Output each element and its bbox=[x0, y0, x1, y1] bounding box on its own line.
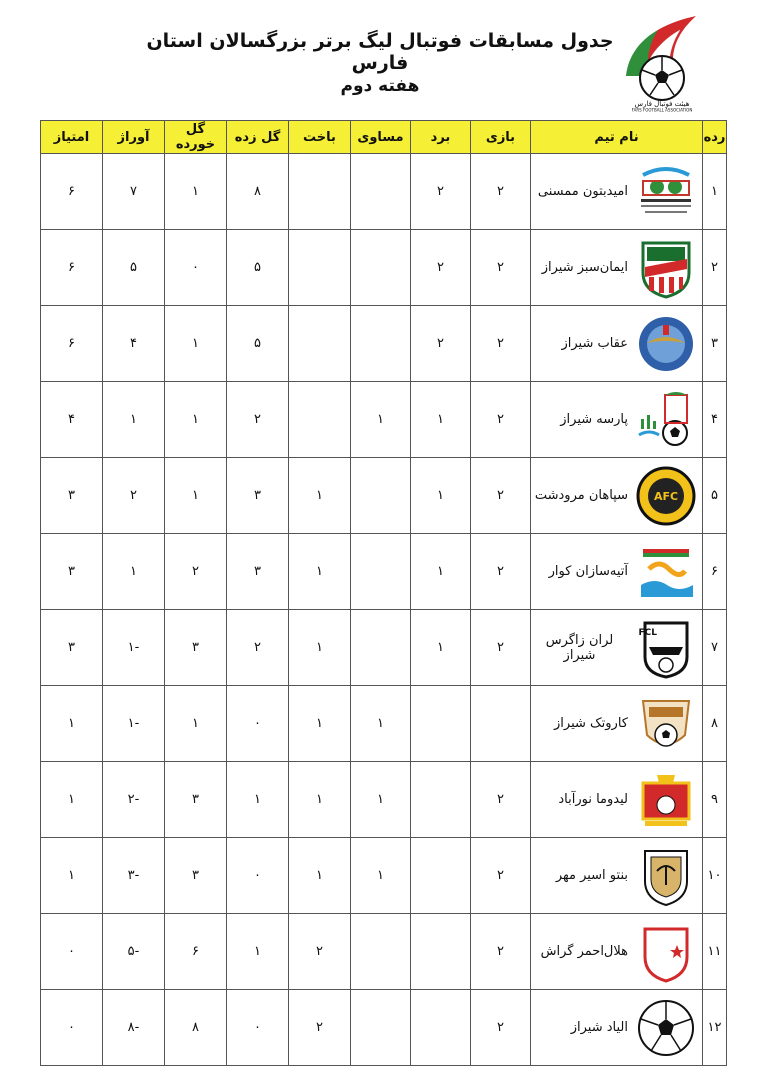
team-cell-content bbox=[531, 844, 702, 908]
goals-against-cell: ۲ bbox=[165, 534, 227, 610]
table-row bbox=[41, 914, 727, 990]
goals-against-cell: ۳ bbox=[165, 762, 227, 838]
rank-cell: ۱۱ bbox=[703, 914, 727, 990]
goal-diff-cell: -۲ bbox=[103, 762, 165, 838]
goal-diff-cell: -۸ bbox=[103, 990, 165, 1066]
team-cell-content bbox=[531, 464, 702, 528]
goals-against-cell: ۸ bbox=[165, 990, 227, 1066]
goals-for-cell: ۳ bbox=[227, 534, 289, 610]
lost-cell bbox=[289, 382, 351, 458]
lost-cell: ۲ bbox=[289, 914, 351, 990]
team-cell bbox=[531, 610, 703, 686]
karotek-logo bbox=[634, 692, 698, 756]
drawn-cell bbox=[351, 914, 411, 990]
goal-diff-cell: ۵ bbox=[103, 230, 165, 306]
rank-cell: ۵ bbox=[703, 458, 727, 534]
played-cell: ۲ bbox=[471, 762, 531, 838]
team-cell-content bbox=[531, 540, 702, 604]
table-row bbox=[41, 686, 727, 762]
goals-against-cell: ۱ bbox=[165, 154, 227, 230]
lost-cell: ۱ bbox=[289, 838, 351, 914]
goals-for-cell: ۵ bbox=[227, 306, 289, 382]
goal-diff-cell: -۳ bbox=[103, 838, 165, 914]
team-name: ایمان‌سبز شیراز bbox=[541, 260, 628, 275]
sepahan-logo bbox=[634, 464, 698, 528]
team-cell-content bbox=[531, 388, 702, 452]
table-row bbox=[41, 382, 727, 458]
drawn-cell bbox=[351, 230, 411, 306]
rank-cell: ۷ bbox=[703, 610, 727, 686]
team-name: کاروتک شیراز bbox=[554, 716, 628, 731]
drawn-cell bbox=[351, 154, 411, 230]
goal-diff-cell: ۲ bbox=[103, 458, 165, 534]
lost-cell: ۱ bbox=[289, 610, 351, 686]
team-cell bbox=[531, 458, 703, 534]
played-cell: ۲ bbox=[471, 838, 531, 914]
drawn-cell bbox=[351, 610, 411, 686]
played-cell bbox=[471, 686, 531, 762]
played-cell: ۲ bbox=[471, 154, 531, 230]
page-title: جدول مسابقات فوتبال لیگ برتر بزرگسالان استان فارس bbox=[146, 30, 614, 74]
points-cell: ۰ bbox=[41, 990, 103, 1066]
oghab-logo bbox=[634, 312, 698, 376]
team-name: هلال‌احمر گراش bbox=[540, 944, 628, 959]
points-cell: ۳ bbox=[41, 534, 103, 610]
drawn-cell bbox=[351, 306, 411, 382]
lost-cell: ۱ bbox=[289, 686, 351, 762]
team-cell-content bbox=[531, 312, 702, 376]
goals-against-cell: ۶ bbox=[165, 914, 227, 990]
goals-for-cell: ۰ bbox=[227, 990, 289, 1066]
points-cell: ۶ bbox=[41, 306, 103, 382]
col-header-rank: رده bbox=[703, 121, 727, 154]
points-cell: ۱ bbox=[41, 838, 103, 914]
federation-logo-subtext: FARS FOOTBALL ASSOCIATION bbox=[631, 107, 693, 112]
col-header-drawn: مساوی bbox=[351, 121, 411, 154]
team-cell bbox=[531, 306, 703, 382]
loran-logo bbox=[634, 616, 698, 680]
col-header-goals-for: گل زده bbox=[227, 121, 289, 154]
won-cell: ۲ bbox=[411, 230, 471, 306]
table-row bbox=[41, 458, 727, 534]
goals-against-cell: ۱ bbox=[165, 686, 227, 762]
team-cell-content bbox=[531, 236, 702, 300]
goals-for-cell: ۳ bbox=[227, 458, 289, 534]
played-cell: ۲ bbox=[471, 382, 531, 458]
lost-cell bbox=[289, 306, 351, 382]
played-cell: ۲ bbox=[471, 306, 531, 382]
goals-against-cell: ۱ bbox=[165, 458, 227, 534]
table-row bbox=[41, 990, 727, 1066]
goals-for-cell: ۸ bbox=[227, 154, 289, 230]
won-cell: ۱ bbox=[411, 458, 471, 534]
football-logo bbox=[634, 996, 698, 1060]
standings-table bbox=[40, 120, 727, 1066]
lost-cell: ۱ bbox=[289, 458, 351, 534]
won-cell: ۱ bbox=[411, 534, 471, 610]
rank-cell: ۴ bbox=[703, 382, 727, 458]
col-header-goal-diff: آوراژ bbox=[103, 121, 165, 154]
drawn-cell bbox=[351, 458, 411, 534]
col-header-team: نام تیم bbox=[531, 121, 703, 154]
won-cell: ۲ bbox=[411, 154, 471, 230]
rank-cell: ۳ bbox=[703, 306, 727, 382]
table-row bbox=[41, 534, 727, 610]
won-cell: ۱ bbox=[411, 610, 471, 686]
rank-cell: ۲ bbox=[703, 230, 727, 306]
team-name: عقاب شیراز bbox=[561, 336, 628, 351]
team-cell bbox=[531, 838, 703, 914]
goals-for-cell: ۲ bbox=[227, 382, 289, 458]
team-cell-content bbox=[531, 616, 702, 680]
table-row bbox=[41, 610, 727, 686]
points-cell: ۱ bbox=[41, 762, 103, 838]
played-cell: ۲ bbox=[471, 914, 531, 990]
won-cell bbox=[411, 838, 471, 914]
played-cell: ۲ bbox=[471, 534, 531, 610]
col-header-lost: باخت bbox=[289, 121, 351, 154]
lidoma-logo bbox=[634, 768, 698, 832]
goals-for-cell: ۲ bbox=[227, 610, 289, 686]
col-header-points: امتیاز bbox=[41, 121, 103, 154]
won-cell bbox=[411, 762, 471, 838]
won-cell: ۱ bbox=[411, 382, 471, 458]
drawn-cell: ۱ bbox=[351, 762, 411, 838]
goal-diff-cell: -۱ bbox=[103, 686, 165, 762]
table-row bbox=[41, 838, 727, 914]
goals-for-cell: ۰ bbox=[227, 838, 289, 914]
points-cell: ۶ bbox=[41, 230, 103, 306]
points-cell: ۱ bbox=[41, 686, 103, 762]
goals-against-cell: ۳ bbox=[165, 610, 227, 686]
team-cell-content bbox=[531, 768, 702, 832]
points-cell: ۳ bbox=[41, 610, 103, 686]
team-cell-content bbox=[531, 920, 702, 984]
goals-against-cell: ۰ bbox=[165, 230, 227, 306]
team-cell-content bbox=[531, 692, 702, 756]
omid-beton-logo bbox=[634, 160, 698, 224]
played-cell: ۲ bbox=[471, 990, 531, 1066]
rank-cell: ۸ bbox=[703, 686, 727, 762]
team-name: لیدوما نورآباد bbox=[558, 792, 628, 807]
goals-for-cell: ۵ bbox=[227, 230, 289, 306]
team-cell-content bbox=[531, 996, 702, 1060]
page-subtitle: هفته دوم bbox=[340, 76, 420, 96]
played-cell: ۲ bbox=[471, 230, 531, 306]
svg-text:AFC: AFC bbox=[653, 489, 679, 503]
header-row bbox=[41, 121, 727, 154]
rank-cell: ۹ bbox=[703, 762, 727, 838]
goal-diff-cell: ۷ bbox=[103, 154, 165, 230]
federation-logo-text: هیئت فوتبال فارس bbox=[634, 100, 690, 108]
played-cell: ۲ bbox=[471, 610, 531, 686]
iman-sabz-logo bbox=[634, 236, 698, 300]
team-cell bbox=[531, 990, 703, 1066]
goal-diff-cell: ۱ bbox=[103, 382, 165, 458]
svg-text:FCL: FCL bbox=[638, 627, 657, 638]
bento-logo bbox=[634, 844, 698, 908]
parseh-logo bbox=[634, 388, 698, 452]
col-header-goals-against: گل خورده bbox=[165, 121, 227, 154]
goals-against-cell: ۱ bbox=[165, 382, 227, 458]
lost-cell: ۲ bbox=[289, 990, 351, 1066]
goals-against-cell: ۱ bbox=[165, 306, 227, 382]
col-header-played: بازی bbox=[471, 121, 531, 154]
goals-for-cell: ۱ bbox=[227, 914, 289, 990]
goal-diff-cell: -۱ bbox=[103, 610, 165, 686]
team-cell bbox=[531, 230, 703, 306]
federation-logo bbox=[618, 12, 710, 112]
lost-cell: ۱ bbox=[289, 534, 351, 610]
rank-cell: ۱۲ bbox=[703, 990, 727, 1066]
goal-diff-cell: -۵ bbox=[103, 914, 165, 990]
points-cell: ۶ bbox=[41, 154, 103, 230]
played-cell: ۲ bbox=[471, 458, 531, 534]
won-cell bbox=[411, 914, 471, 990]
drawn-cell bbox=[351, 990, 411, 1066]
rank-cell: ۶ bbox=[703, 534, 727, 610]
team-cell bbox=[531, 534, 703, 610]
points-cell: ۳ bbox=[41, 458, 103, 534]
team-cell bbox=[531, 154, 703, 230]
team-cell-content bbox=[531, 160, 702, 224]
col-header-won: برد bbox=[411, 121, 471, 154]
rank-cell: ۱۰ bbox=[703, 838, 727, 914]
goals-for-cell: ۱ bbox=[227, 762, 289, 838]
points-cell: ۴ bbox=[41, 382, 103, 458]
drawn-cell bbox=[351, 534, 411, 610]
table-row bbox=[41, 306, 727, 382]
won-cell bbox=[411, 686, 471, 762]
lost-cell: ۱ bbox=[289, 762, 351, 838]
table-row bbox=[41, 762, 727, 838]
team-cell bbox=[531, 914, 703, 990]
team-name: امیدبتون ممسنی bbox=[537, 184, 628, 199]
lost-cell bbox=[289, 230, 351, 306]
goal-diff-cell: ۴ bbox=[103, 306, 165, 382]
table-row bbox=[41, 154, 727, 230]
team-name: پارسه شیراز bbox=[560, 412, 628, 427]
team-name: سپاهان مرودشت bbox=[534, 488, 628, 503]
drawn-cell: ۱ bbox=[351, 686, 411, 762]
won-cell: ۲ bbox=[411, 306, 471, 382]
team-cell bbox=[531, 382, 703, 458]
goals-against-cell: ۳ bbox=[165, 838, 227, 914]
drawn-cell: ۱ bbox=[351, 382, 411, 458]
team-name: بنتو اسیر مهر bbox=[555, 868, 628, 883]
table-row bbox=[41, 230, 727, 306]
atiehsazan-logo bbox=[634, 540, 698, 604]
team-name: آتیه‌سازان کوار bbox=[548, 564, 628, 579]
won-cell bbox=[411, 990, 471, 1066]
goals-for-cell: ۰ bbox=[227, 686, 289, 762]
goal-diff-cell: ۱ bbox=[103, 534, 165, 610]
team-cell bbox=[531, 762, 703, 838]
points-cell: ۰ bbox=[41, 914, 103, 990]
team-name: الیاد شیراز bbox=[570, 1020, 628, 1035]
helal-ahmar-logo bbox=[634, 920, 698, 984]
lost-cell bbox=[289, 154, 351, 230]
rank-cell: ۱ bbox=[703, 154, 727, 230]
team-cell bbox=[531, 686, 703, 762]
team-name: لران زاگرس شیراز bbox=[545, 632, 614, 663]
drawn-cell: ۱ bbox=[351, 838, 411, 914]
